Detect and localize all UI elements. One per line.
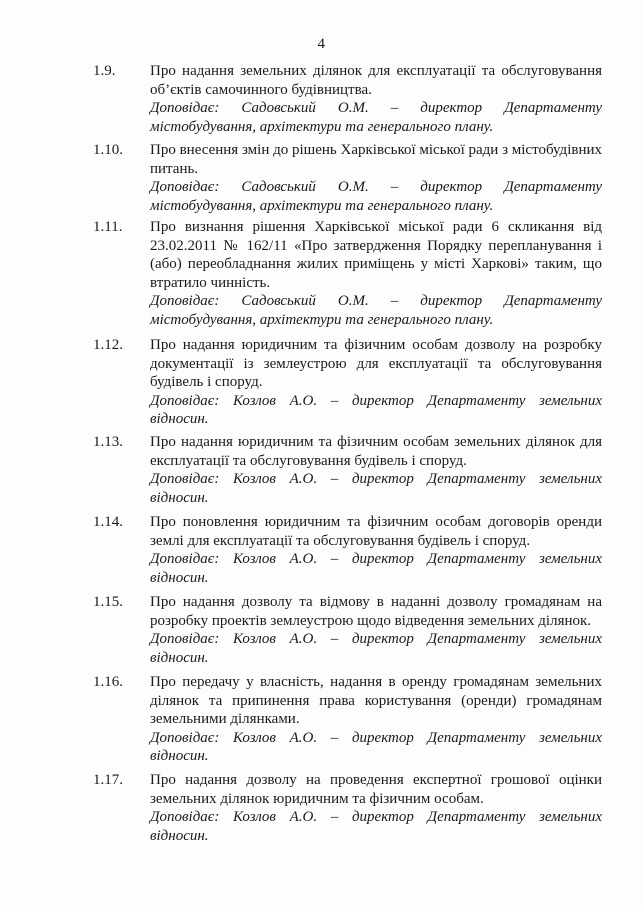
item-speaker: Доповідає: Садовський О.М. – директор Департаменту містобудування, архітектури та генерального плану. — [150, 179, 602, 214]
item-number: 1.9. — [93, 63, 116, 79]
item-body — [150, 336, 602, 429]
item-number: 1.12. — [93, 337, 123, 353]
item-title: Про передачу у власність, надання в оренду громадянам земельних ділянок та припинення права користування (оренди) громадянам земельними ділянками. — [150, 674, 602, 727]
item-title: Про надання юридичним та фізичним особам дозволу на розробку документації із землеустрою для експлуатації та обслуговування будівель і споруд. — [150, 337, 602, 390]
item-speaker: Доповідає: Садовський О.М. – директор Департаменту містобудування, архітектури та генерального плану. — [150, 100, 602, 135]
item-title: Про надання дозволу та відмову в наданні дозволу громадянам на розробку проектів землеустрою щодо відведення земельних ділянок. — [150, 594, 602, 629]
item-number: 1.14. — [93, 514, 123, 530]
item-title: Про надання юридичним та фізичним особам земельних ділянок для експлуатації та обслуговування будівель і споруд. — [150, 434, 602, 469]
item-body — [150, 62, 602, 136]
item-title: Про надання земельних ділянок для експлуатації та обслуговування об’єктів самочинного будівництва. — [150, 63, 602, 98]
item-speaker: Доповідає: Садовський О.М. – директор Департаменту містобудування, архітектури та генерального плану. — [150, 293, 602, 328]
item-body — [150, 771, 602, 845]
item-body — [150, 513, 602, 587]
item-body — [150, 673, 602, 766]
item-number: 1.17. — [93, 772, 123, 788]
item-title: Про визнання рішення Харківської міської ради 6 скликання від 23.02.2011 № 162/11 «Про затвердження Порядку перепланування і (або) переобладнання жилих приміщень у місті Харкові» таким, що втратило чинність. — [150, 219, 602, 291]
item-speaker: Доповідає: Козлов А.О. – директор Департаменту земельних відносин. — [150, 392, 602, 427]
item-title: Про надання дозволу на проведення експертної грошової оцінки земельних ділянок юридичним та фізичним особам. — [150, 772, 602, 807]
item-speaker: Доповідає: Козлов А.О. – директор Департаменту земельних відносин. — [150, 551, 602, 586]
item-title: Про поновлення юридичним та фізичним особам договорів оренди землі для експлуатації та обслуговування будівель і споруд. — [150, 514, 602, 549]
item-speaker: Доповідає: Козлов А.О. – директор Департаменту земельних відносин. — [150, 471, 602, 506]
item-speaker: Доповідає: Козлов А.О. – директор Департаменту земельних відносин. — [150, 729, 602, 764]
item-body — [150, 141, 602, 215]
item-body — [150, 593, 602, 667]
item-body — [150, 218, 602, 329]
item-number: 1.11. — [93, 219, 123, 235]
item-number: 1.13. — [93, 434, 123, 450]
item-number: 1.10. — [93, 142, 123, 158]
item-speaker: Доповідає: Козлов А.О. – директор Департаменту земельних відносин. — [150, 809, 602, 844]
item-body — [150, 433, 602, 507]
item-number: 1.15. — [93, 594, 123, 610]
item-number: 1.16. — [93, 674, 123, 690]
page-number: 4 — [317, 36, 326, 52]
item-title: Про внесення змін до рішень Харківської міської ради з містобудівних питань. — [150, 142, 602, 177]
item-speaker: Доповідає: Козлов А.О. – директор Департаменту земельних відносин. — [150, 631, 602, 666]
